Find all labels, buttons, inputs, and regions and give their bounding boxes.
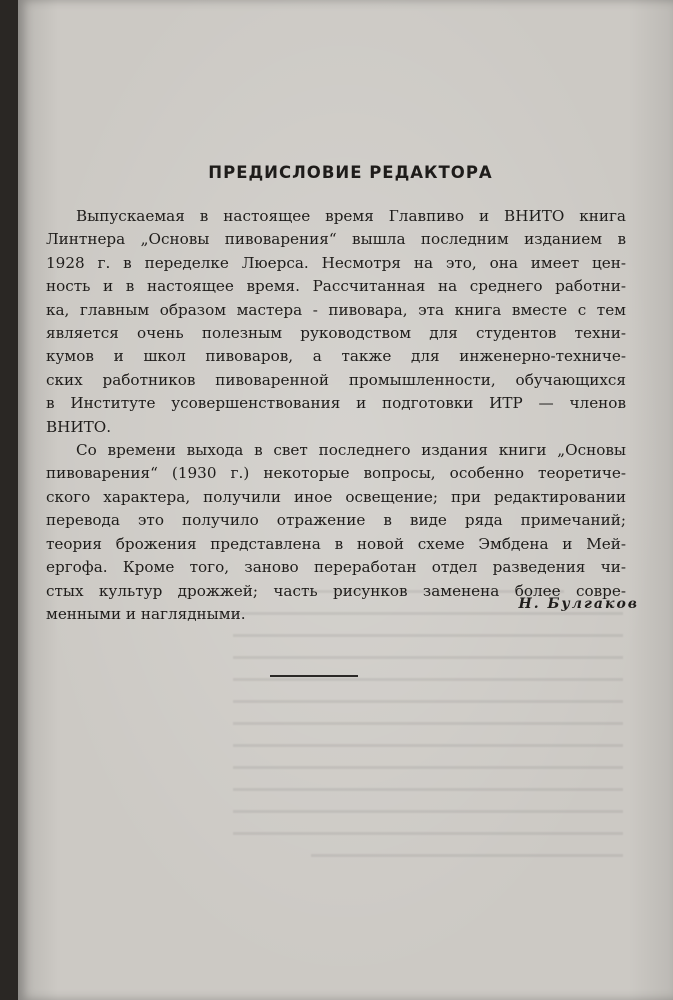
text-line: перевода это получило отражение в виде ряда примечаний; (46, 511, 626, 530)
text-line: ВНИТО. (46, 417, 112, 436)
text-line: в Институте усовершенствования и подготовки ИТР — членов (46, 394, 626, 413)
text-line: является очень полезным руководством для студентов техни- (46, 324, 626, 343)
text-line: пивоварения“ (1930 г.) некоторые вопросы, особенно теоретиче- (46, 464, 626, 483)
text-line: ность и в настоящее время. Рассчитанная на среднего работни- (46, 277, 626, 296)
text-line: 1928 г. в переделке Люерса. Несмотря на это, она имеет цен- (46, 253, 626, 272)
text-line: ка, главным образом мастера - пивовара, эта книга вместе с тем (46, 300, 626, 319)
text-line: Со времени выхода в свет последнего издания книги „Основы (76, 441, 626, 460)
divider (270, 675, 358, 677)
signature: Н. Булгаков (518, 596, 639, 612)
text-line: кумов и школ пивоваров, а также для инженерно-техниче- (46, 347, 626, 366)
text-line: теория брожения представлена в новой схеме Эмбдена и Мей- (46, 534, 626, 553)
text-line: стых культур дрожжей; часть рисунков заменена более совре- (46, 581, 626, 600)
text-line: ских работников пивоваренной промышленности, обучающихся (46, 370, 626, 389)
text-line: Выпускаемая в настоящее время Главпиво и ВНИТО книга (76, 207, 626, 225)
bleed-through-shadow (233, 590, 623, 920)
page-title: ПРЕДИСЛОВИЕ РЕДАКТОРА (208, 163, 493, 182)
text-line: менными и наглядными. (46, 604, 246, 623)
text-line: ского характера, получили иное освещение; при редактировании (46, 487, 626, 506)
text-line: ергофа. Кроме того, заново переработан отдел разведения чи- (46, 558, 626, 577)
preface-body (46, 205, 626, 626)
book-page (18, 0, 673, 1000)
paragraph (46, 205, 626, 439)
text-line: Линтнера „Основы пивоварения“ вышла последним изданием в (46, 230, 626, 249)
